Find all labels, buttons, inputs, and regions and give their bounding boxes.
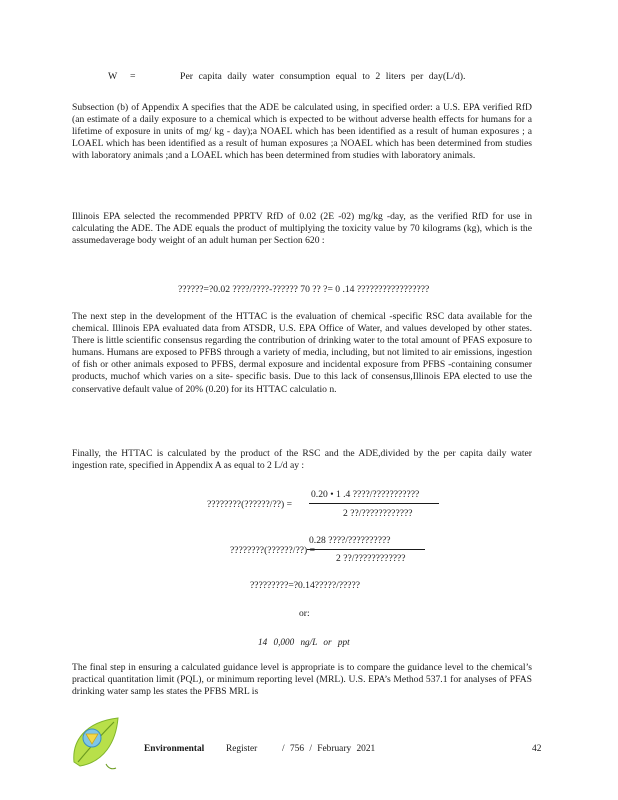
definition-equals: = xyxy=(130,71,136,82)
httac-equation-3: ?????????=?0.14?????/????? xyxy=(250,580,361,591)
paragraph-subsection-b: Subsection (b) of Appendix A specifies that the ADE be calculated using, in specified order: a U.S. EPA verified RfD (an estimate of a daily exposure to a chemical which is expected to be without adverse health effects for humans for a lifetime of exposure in units of mg/ kg - day);a NOAEL which has been identified as a result of human exposures ; a LOAEL which has been identified as a result of human exposures ;a NOAEL which has been determined from studies with laboratory animals ;and a LOAEL which has been determined from studies with laboratory animals. xyxy=(72,102,532,162)
paragraph-mrl-comparison: The final step in ensuring a calculated guidance level is appropriate is to compare the guidance level to the chemical’s practical quantitation limit (PQL), or minimum reporting level (MRL). U.S. EPA’s Method 537.1 for analyses of PFAS drinking water samp les states the PFBS MRL is xyxy=(72,662,532,698)
paragraph-rsc-evaluation: The next step in the development of the HTTAC is the evaluation of chemical -specific RSC data available for the chemical. Illinois EPA evaluated data from ATSDR, U.S. EPA Office of Water, and values developed by other states. There is little scientific consensus regarding the contribution of drinking water to the total amount of PFAS exposure to humans. Humans are exposed to PFBS through a variety of media, including, but not limited to air emissions, ingestion of fish or other animals exposed to PFBS, dermal exposure and incidental exposure from PFBS -containing consumer products, muchof which varies on a site- specific basis. Due to this lack of consensus,Illinois EPA elected to use the conservative default value of 20% (0.20) for its HTTAC calculatio n. xyxy=(72,311,532,395)
or-separator: or: xyxy=(299,608,310,619)
httac-equation-1-left: ????????(??????/??) = xyxy=(207,499,292,510)
footer-page-number: 42 xyxy=(532,744,542,754)
httac-equation-1-numerator: 0.20 • 1 .4 ????/??????????? xyxy=(311,489,420,500)
httac-equation-2-left: ????????(??????/??) = xyxy=(230,545,315,556)
footer-register: Register xyxy=(226,744,258,754)
httac-equation-1-bar xyxy=(309,503,439,504)
definition-symbol: W xyxy=(108,71,118,82)
httac-equation-2-denominator: 2 ??/???????????? xyxy=(336,553,406,564)
ade-equation: ??????=?0.02 ????/????-?????? 70 ?? ?= 0 .14 ????????????????? xyxy=(178,284,430,295)
httac-equation-2-bar xyxy=(307,549,425,550)
footer-issue: / 756 / February 2021 xyxy=(282,744,376,754)
illinois-epa-leaf-logo xyxy=(68,712,124,772)
httac-result: 14 0,000 ng/L or ppt xyxy=(258,637,350,647)
definition-text: Per capita daily water consumption equal to 2 liters per day(L/d). xyxy=(180,71,466,82)
paragraph-httac-calculation: Finally, the HTTAC is calculated by the product of the RSC and the ADE,divided by the per capita daily water ingestion rate, specified in Appendix A as equal to 2 L/d ay : xyxy=(72,448,532,472)
footer-publication: Environmental xyxy=(144,744,205,754)
httac-equation-2-numerator: 0.28 ????/?????????? xyxy=(309,535,391,546)
paragraph-rfd-selection: Illinois EPA selected the recommended PPRTV RfD of 0.02 (2E -02) mg/kg -day, as the verified RfD for use in calculating the ADE. The ADE equals the product of multiplying the toxicity value by 70 kilograms (kg), which is the assumedaverage body weight of an adult human per Section 620 : xyxy=(72,211,532,247)
httac-equation-1-denominator: 2 ??/???????????? xyxy=(343,508,413,519)
